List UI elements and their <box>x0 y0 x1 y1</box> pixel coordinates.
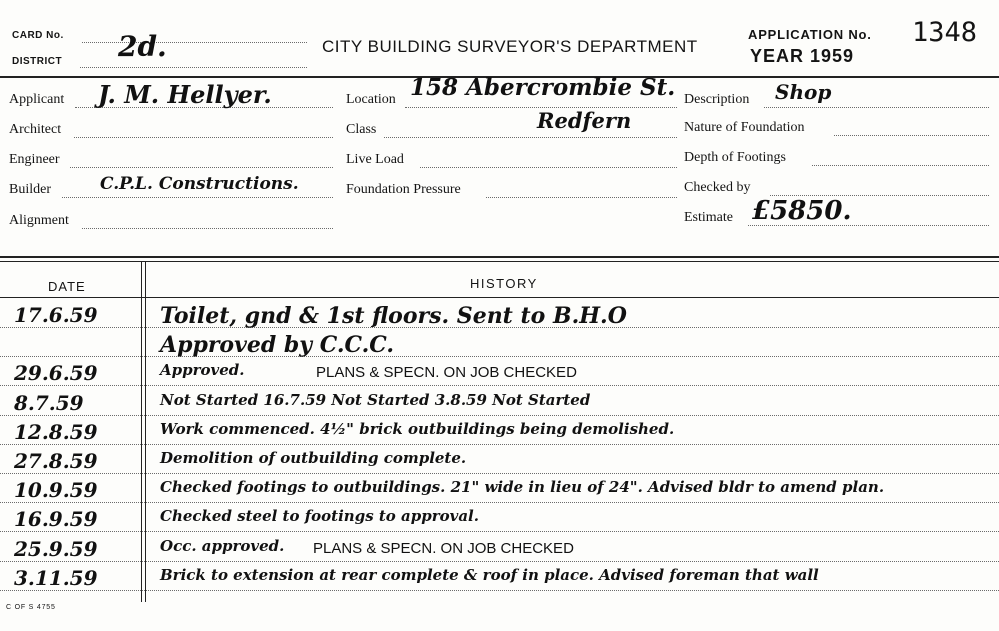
history-date: 10.9.59 <box>14 478 98 502</box>
history-entry-text: Toilet, gnd & 1st floors. Sent to B.H.O <box>160 303 627 329</box>
history-ruled-line <box>0 356 999 357</box>
builder-value: C.P.L. Constructions. <box>100 174 299 194</box>
history-entry-text: Demolition of outbuilding complete. <box>160 449 467 467</box>
district-label: DISTRICT <box>12 56 63 67</box>
history-ruled-line <box>0 473 999 474</box>
history-ruled-line <box>0 561 999 562</box>
history-entry-text: Not Started 16.7.59 Not Started 3.8.59 Not Started <box>160 391 591 409</box>
nature-of-foundation-line <box>834 135 989 136</box>
description-value: Shop <box>775 80 832 104</box>
applicant-label: Applicant <box>9 92 65 107</box>
year: YEAR 1959 <box>750 46 855 66</box>
checked-by-label: Checked by <box>684 180 751 195</box>
foundation-pressure-line <box>486 197 677 198</box>
date-column-divider <box>141 262 142 602</box>
history-stamp-text: PLANS & SPECN. ON JOB CHECKED <box>313 540 574 557</box>
depth-of-footings-line <box>812 165 989 166</box>
foundation-pressure-label: Foundation Pressure <box>346 182 461 197</box>
card-no-line <box>82 42 307 43</box>
nature-of-foundation-label: Nature of Foundation <box>684 120 805 135</box>
history-ruled-line <box>0 531 999 532</box>
history-date: 8.7.59 <box>14 391 84 415</box>
estimate-value: £5850. <box>752 196 852 226</box>
location-value: 158 Abercrombie St. <box>410 74 676 101</box>
depth-of-footings-label: Depth of Footings <box>684 150 786 165</box>
history-entry-text: Approved by C.C.C. <box>160 332 395 358</box>
history-stamp-text: PLANS & SPECN. ON JOB CHECKED <box>316 364 577 381</box>
engineer-label: Engineer <box>9 152 60 167</box>
builder-line <box>62 197 333 198</box>
history-ruled-line <box>0 444 999 445</box>
application-no-label: APPLICATION No. <box>748 27 872 42</box>
history-date: 12.8.59 <box>14 420 98 444</box>
form-code: C OF S 4755 <box>6 604 56 611</box>
architect-line <box>74 137 333 138</box>
live-load-line <box>420 167 677 168</box>
date-column-header: DATE <box>48 279 86 294</box>
district-line <box>80 67 307 68</box>
alignment-label: Alignment <box>9 213 69 228</box>
builder-label: Builder <box>9 182 51 197</box>
description-line <box>764 107 989 108</box>
history-ruled-line <box>0 502 999 503</box>
application-number: 1348 <box>912 17 978 48</box>
location-value-2: Redfern <box>537 108 632 133</box>
history-entry-text: Approved. <box>160 361 245 379</box>
history-date: 16.9.59 <box>14 507 98 531</box>
description-label: Description <box>684 92 750 107</box>
estimate-label: Estimate <box>684 210 733 225</box>
history-date: 17.6.59 <box>14 303 98 327</box>
class-label: Class <box>346 122 377 137</box>
history-ruled-line <box>0 590 999 591</box>
class-line <box>384 137 677 138</box>
engineer-line <box>70 167 333 168</box>
history-date: 25.9.59 <box>14 537 98 561</box>
department-title: CITY BUILDING SURVEYOR'S DEPARTMENT <box>322 37 698 56</box>
history-top-rule <box>0 256 999 258</box>
date-column-divider-inner <box>145 262 146 602</box>
history-header-rule <box>0 297 999 298</box>
architect-label: Architect <box>9 122 62 137</box>
applicant-value: J. M. Hellyer. <box>98 80 272 109</box>
location-label: Location <box>346 92 396 107</box>
alignment-line <box>82 228 333 229</box>
history-column-header: HISTORY <box>470 276 538 291</box>
history-top-rule-inner <box>0 261 999 262</box>
district-value: 2d. <box>118 30 167 63</box>
history-date: 29.6.59 <box>14 361 98 385</box>
history-ruled-line <box>0 385 999 386</box>
history-date: 27.8.59 <box>14 449 98 473</box>
history-entry-text: Occ. approved. <box>160 537 285 555</box>
history-entry-text: Brick to extension at rear complete & roof in place. Advised foreman that wall <box>160 566 819 584</box>
history-entry-text: Work commenced. 4½" brick outbuildings being demolished. <box>160 420 675 438</box>
history-entry-text: Checked footings to outbuildings. 21" wide in lieu of 24". Advised bldr to amend plan. <box>160 478 885 496</box>
history-entry-text: Checked steel to footings to approval. <box>160 507 479 525</box>
history-ruled-line <box>0 415 999 416</box>
card-no-label: CARD No. <box>12 30 64 41</box>
history-date: 3.11.59 <box>14 566 98 590</box>
live-load-label: Live Load <box>346 152 404 167</box>
